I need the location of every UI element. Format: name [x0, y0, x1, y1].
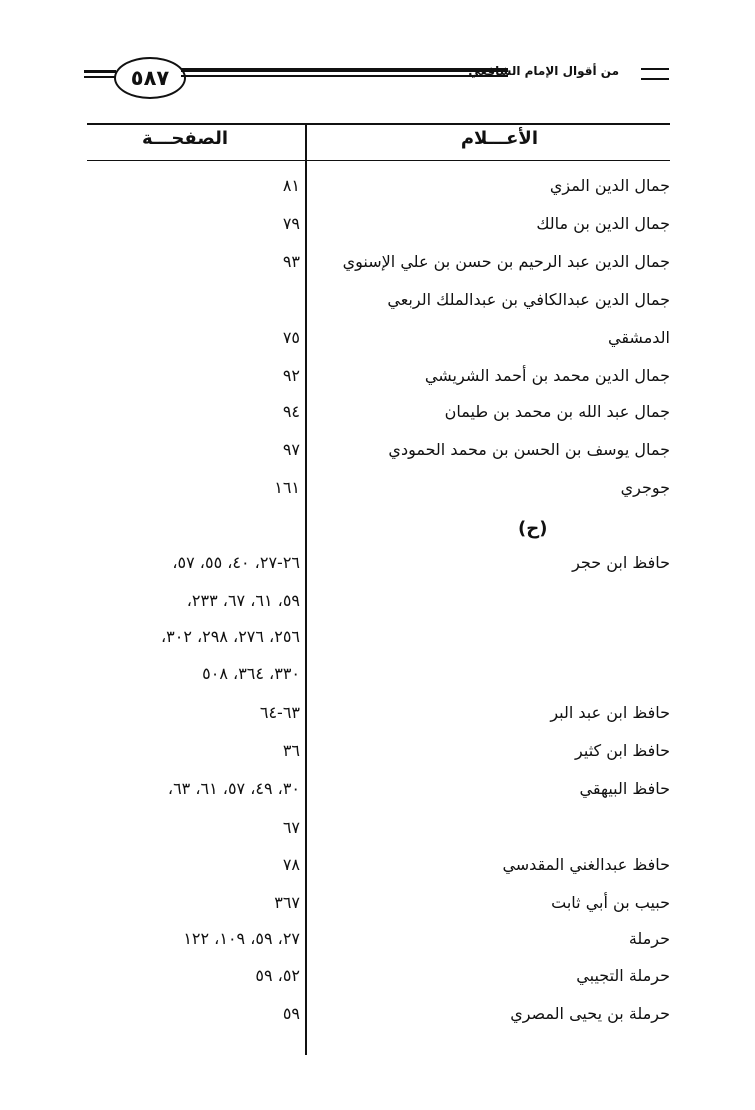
entry-pages: ٥٢، ٥٩: [255, 966, 300, 985]
table-header-rule: [87, 160, 670, 161]
entry-name: حافظ عبدالغني المقدسي: [502, 855, 670, 874]
header-ornament: [641, 68, 669, 80]
entry-pages: ٨١: [282, 176, 300, 195]
section-letter: (ح): [518, 518, 548, 539]
entry-name: الدمشقي: [608, 328, 670, 347]
entry-name: جمال عبد الله بن محمد بن طيمان: [444, 402, 670, 421]
entry-name: جوجري: [620, 478, 670, 497]
entry-name: حافظ ابن حجر: [572, 553, 670, 572]
entry-pages: ٢٥٦، ٢٧٦، ٢٩٨، ٣٠٢،: [160, 627, 300, 646]
running-title: من أقوال الإمام الشافعي: [468, 64, 619, 78]
entry-pages: ١٦١: [274, 478, 300, 497]
entry-pages: ٩٢: [282, 366, 300, 385]
entry-name: حرملة بن يحيى المصري: [510, 1004, 670, 1023]
entry-pages: ٥٩، ٦١، ٦٧، ٢٣٣،: [186, 591, 300, 610]
entry-name: حرملة التجيبي: [576, 966, 670, 985]
table-top-rule: [87, 123, 670, 125]
entry-pages: ٢٧، ٥٩، ١٠٩، ١٢٢: [183, 929, 300, 948]
entry-pages: ٢٦-٢٧، ٤٠، ٥٥، ٥٧،: [172, 553, 300, 572]
entry-pages: ٩٧: [282, 440, 300, 459]
pages-column-header: الصفحـــة: [142, 128, 228, 149]
entry-pages: ٧٨: [282, 855, 300, 874]
entry-name: جمال الدين عبدالكافي بن عبدالملك الربعي: [387, 290, 670, 309]
entry-pages: ٣٣٠، ٣٦٤، ٥٠٨: [202, 664, 300, 683]
names-column-header: الأعـــلام: [460, 128, 538, 149]
entry-pages: ٦٧: [282, 818, 300, 837]
header-rule-middle: [181, 68, 508, 72]
entry-name: حافظ ابن كثير: [575, 741, 670, 760]
entry-name: جمال يوسف بن الحسن بن محمد الحمودي: [388, 440, 670, 459]
entry-pages: ٩٤: [282, 402, 300, 421]
entry-pages: ٩٣: [282, 252, 300, 271]
entry-name: جمال الدين عبد الرحيم بن حسن بن علي الإسنوي: [342, 252, 670, 271]
header-rule-left: [84, 70, 116, 73]
entry-pages: ٣٦٧: [274, 893, 300, 912]
column-divider: [305, 123, 307, 1055]
entry-name: حافظ البيهقي: [579, 779, 670, 798]
entry-pages: ٧٥: [282, 328, 300, 347]
entry-name: جمال الدين المزي: [549, 176, 670, 195]
entry-name: حافظ ابن عبد البر: [550, 703, 670, 722]
entry-pages: ٦٣-٦٤: [259, 703, 300, 722]
entry-pages: ٣٠، ٤٩، ٥٧، ٦١، ٦٣،: [167, 779, 300, 798]
entry-name: جمال الدين محمد بن أحمد الشريشي: [424, 366, 670, 385]
entry-pages: ٧٩: [282, 214, 300, 233]
entry-name: جمال الدين بن مالك: [536, 214, 670, 233]
header-rule-middle-lower: [181, 75, 508, 77]
entry-name: حرملة: [628, 929, 670, 948]
page-number: ٥٨٧: [114, 57, 186, 99]
entry-pages: ٥٩: [282, 1004, 300, 1023]
entry-pages: ٣٦: [282, 741, 300, 760]
header-rule-left-lower: [84, 76, 116, 78]
entry-name: حبيب بن أبي ثابت: [551, 893, 670, 912]
